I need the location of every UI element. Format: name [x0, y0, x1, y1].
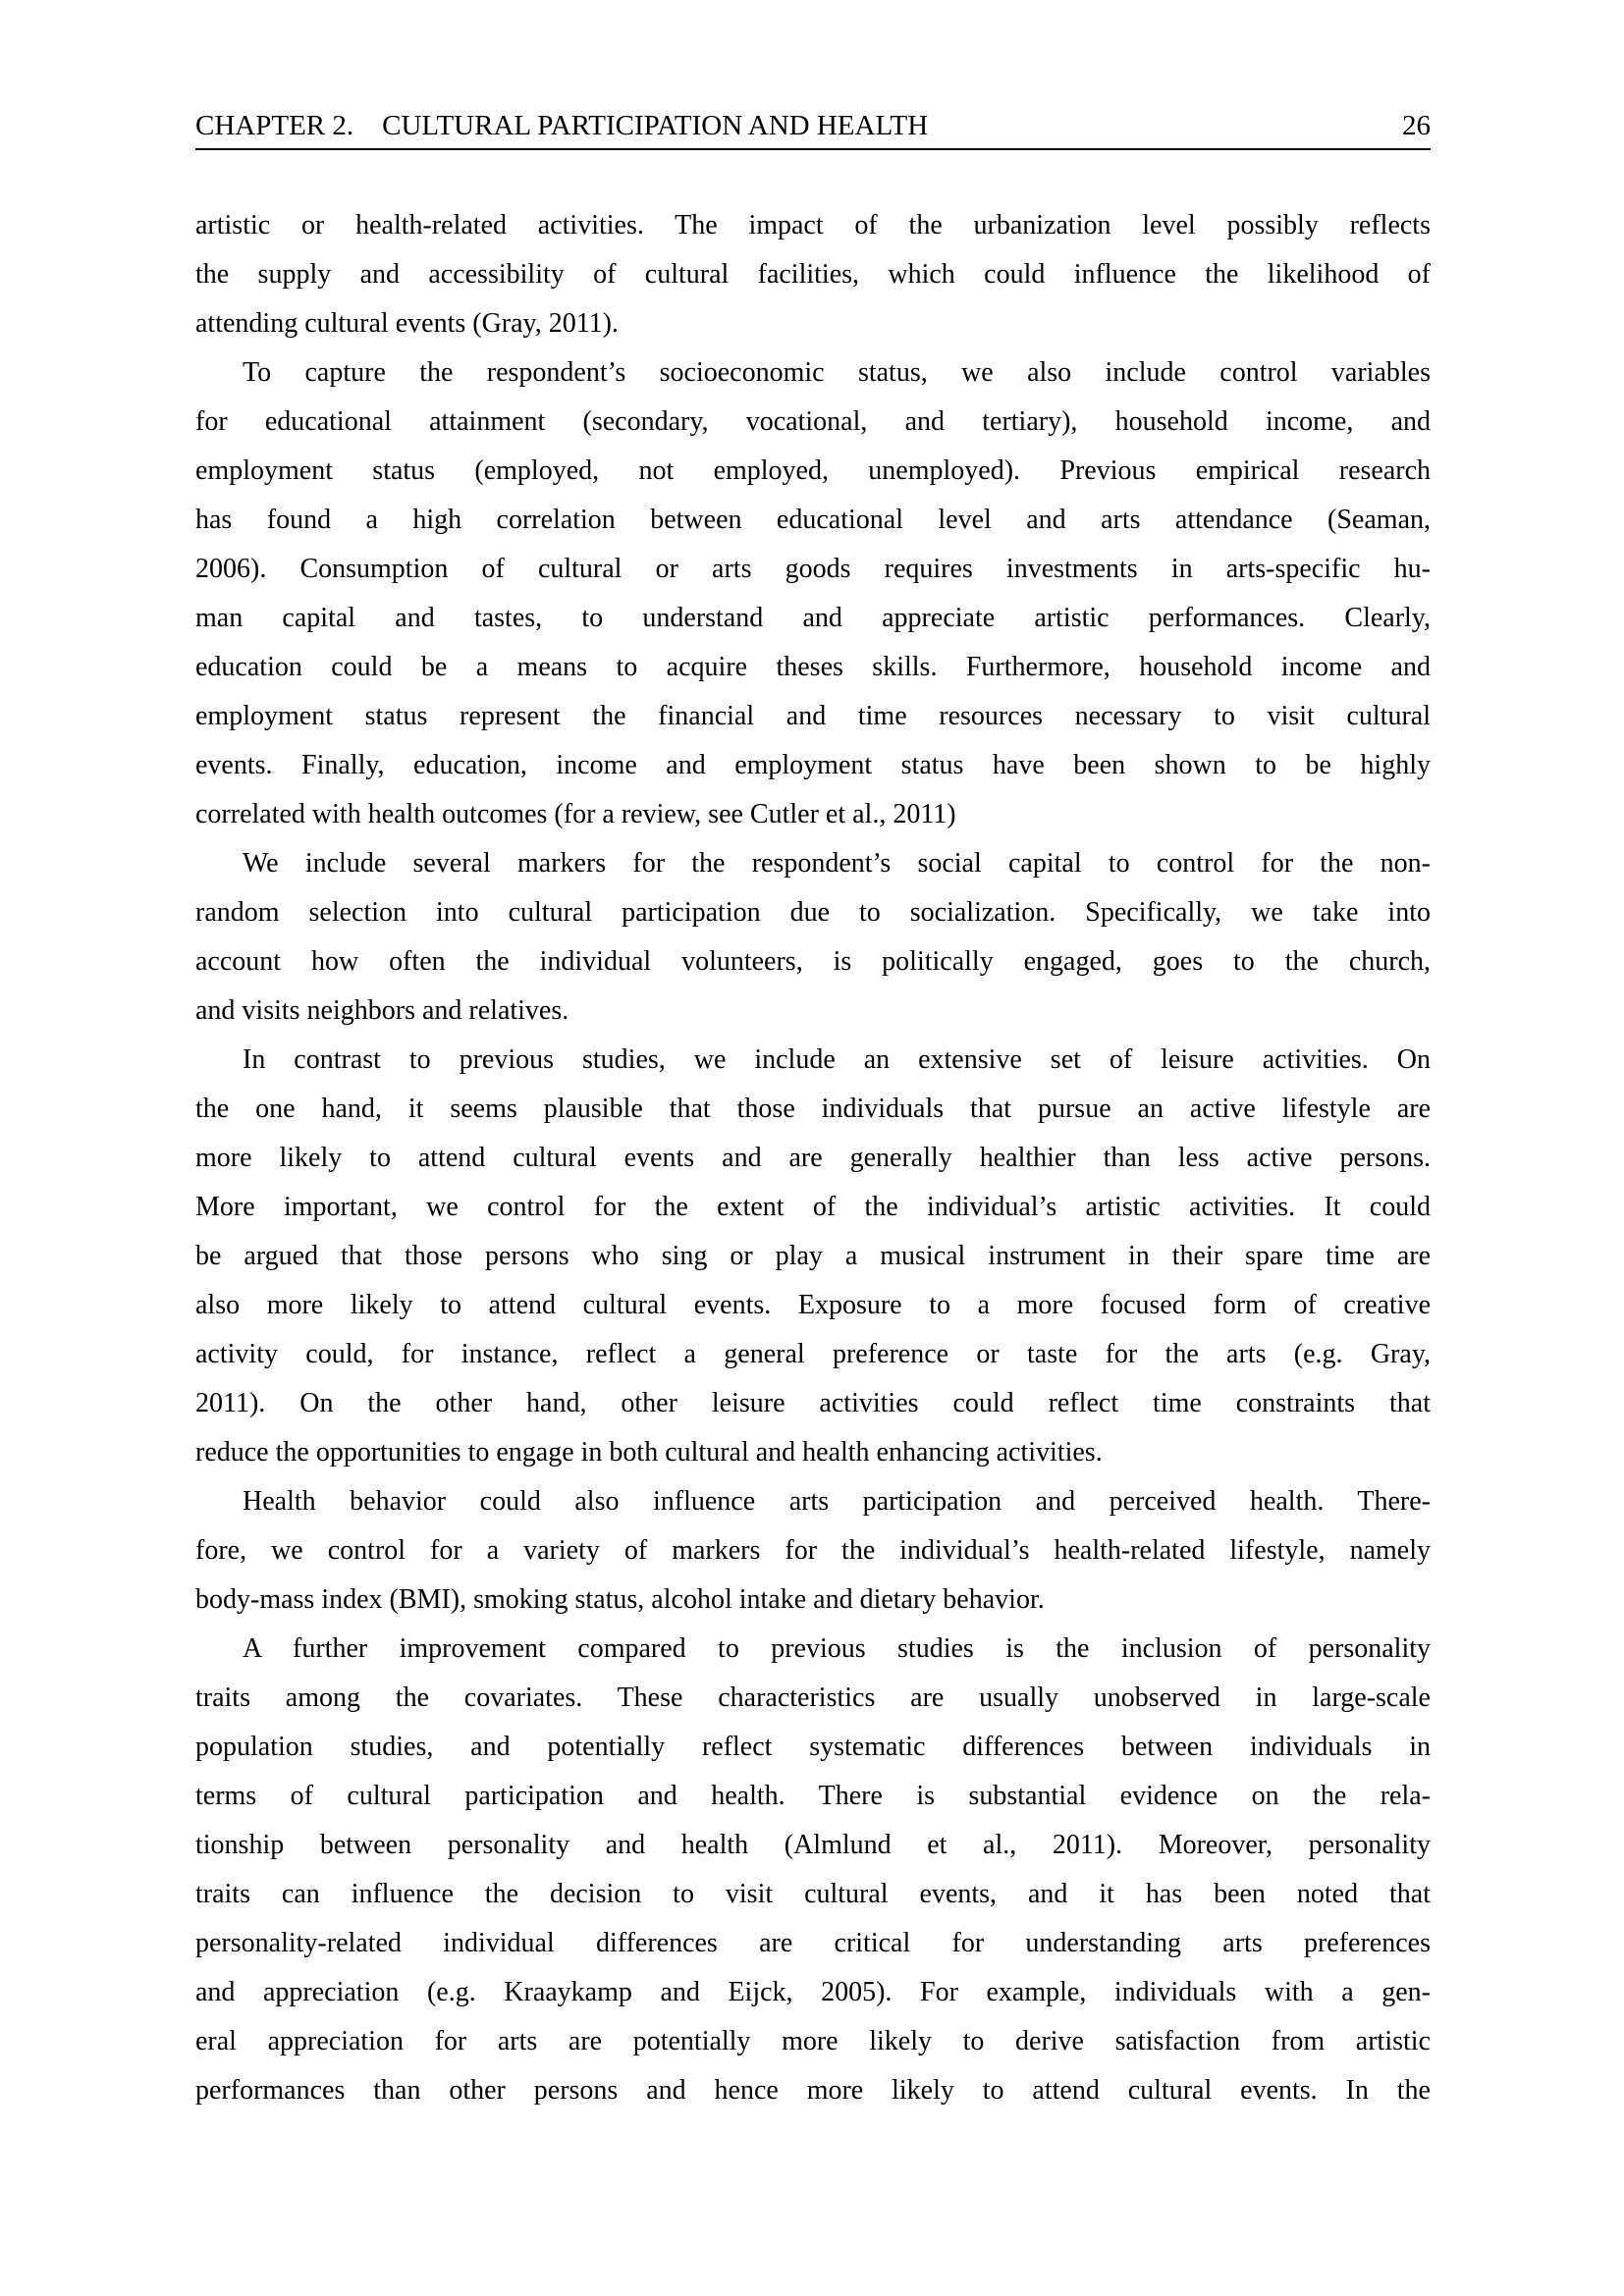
text-line: also more likely to attend cultural events. Exposure to a more focused form of creative — [195, 1290, 1431, 1320]
text-line: traits can influence the decision to visit cultural events, and it has been noted that — [195, 1879, 1431, 1909]
header-rule-divider — [195, 148, 1431, 150]
text-line: events. Finally, education, income and employment status have been shown to be highly — [195, 750, 1431, 780]
text-line: and visits neighbors and relatives. — [195, 995, 569, 1026]
text-line: employment status (employed, not employed, unemployed). Previous empirical research — [195, 455, 1431, 486]
text-line: random selection into cultural participation due to socialization. Specifically, we take into — [195, 897, 1431, 928]
text-line: be argued that those persons who sing or play a musical instrument in their spare time are — [195, 1241, 1431, 1271]
paragraph — [195, 1036, 1431, 1477]
text-line: attending cultural events (Gray, 2011). — [195, 308, 620, 339]
running-header — [195, 108, 1431, 143]
text-line: artistic or health-related activities. The impact of the urbanization level possibly reflects — [195, 210, 1431, 240]
text-line: reduce the opportunities to engage in both cultural and health enhancing activities. — [195, 1437, 1103, 1468]
text-line: We include several markers for the respondent’s social capital to control for the non- — [243, 848, 1431, 879]
body-text — [195, 201, 1431, 2115]
text-line: fore, we control for a variety of markers for the individual’s health-related lifestyle, namely — [195, 1535, 1431, 1566]
text-line: To capture the respondent’s socioeconomic status, we also include control variables — [243, 357, 1431, 388]
paragraph — [195, 201, 1431, 348]
text-line: has found a high correlation between educational level and arts attendance (Seaman, — [195, 505, 1431, 535]
page-number: 26 — [1402, 110, 1431, 141]
text-line: education could be a means to acquire theses skills. Furthermore, household income and — [195, 652, 1431, 682]
text-line: activity could, for instance, reflect a general preference or taste for the arts (e.g. Gray, — [195, 1339, 1431, 1369]
text-line: account how often the individual volunteers, is politically engaged, goes to the church, — [195, 946, 1431, 977]
text-line: the one hand, it seems plausible that those individuals that pursue an active lifestyle are — [195, 1094, 1431, 1124]
text-line: Health behavior could also influence arts participation and perceived health. There- — [243, 1486, 1431, 1517]
paragraph — [195, 839, 1431, 1036]
text-line: 2006). Consumption of cultural or arts goods requires investments in arts-specific hu- — [195, 554, 1431, 584]
text-line: body-mass index (BMI), smoking status, alcohol intake and dietary behavior. — [195, 1584, 1045, 1615]
text-line: man capital and tastes, to understand and appreciate artistic performances. Clearly, — [195, 603, 1431, 633]
text-line: the supply and accessibility of cultural facilities, which could influence the likelihood of — [195, 259, 1431, 290]
text-line: In contrast to previous studies, we include an extensive set of leisure activities. On — [243, 1044, 1431, 1075]
chapter-title: CHAPTER 2. CULTURAL PARTICIPATION AND HEALTH — [195, 110, 929, 141]
text-line: traits among the covariates. These characteristics are usually unobserved in large-scale — [195, 1682, 1431, 1713]
text-line: more likely to attend cultural events and are generally healthier than less active persons. — [195, 1143, 1431, 1173]
paragraph — [195, 348, 1431, 839]
text-line: More important, we control for the extent of the individual’s artistic activities. It could — [195, 1192, 1431, 1222]
text-line: A further improvement compared to previous studies is the inclusion of personality — [243, 1633, 1431, 1664]
text-line: population studies, and potentially reflect systematic differences between individuals in — [195, 1732, 1431, 1762]
text-line: performances than other persons and hence more likely to attend cultural events. In the — [195, 2075, 1431, 2106]
text-line: eral appreciation for arts are potentially more likely to derive satisfaction from artistic — [195, 2026, 1431, 2056]
text-line: for educational attainment (secondary, vocational, and tertiary), household income, and — [195, 406, 1431, 437]
text-line: and appreciation (e.g. Kraaykamp and Eijck, 2005). For example, individuals with a gen- — [195, 1977, 1431, 2007]
text-line: tionship between personality and health (Almlund et al., 2011). Moreover, personality — [195, 1830, 1431, 1860]
text-line: terms of cultural participation and health. There is substantial evidence on the rela- — [195, 1781, 1431, 1811]
text-line: personality-related individual differences are critical for understanding arts preferences — [195, 1928, 1431, 1958]
text-line: employment status represent the financial and time resources necessary to visit cultural — [195, 701, 1431, 731]
text-line: correlated with health outcomes (for a review, see Cutler et al., 2011) — [195, 799, 956, 829]
paragraph — [195, 1625, 1431, 2115]
text-line: 2011). On the other hand, other leisure activities could reflect time constraints that — [195, 1388, 1431, 1418]
paragraph — [195, 1477, 1431, 1625]
